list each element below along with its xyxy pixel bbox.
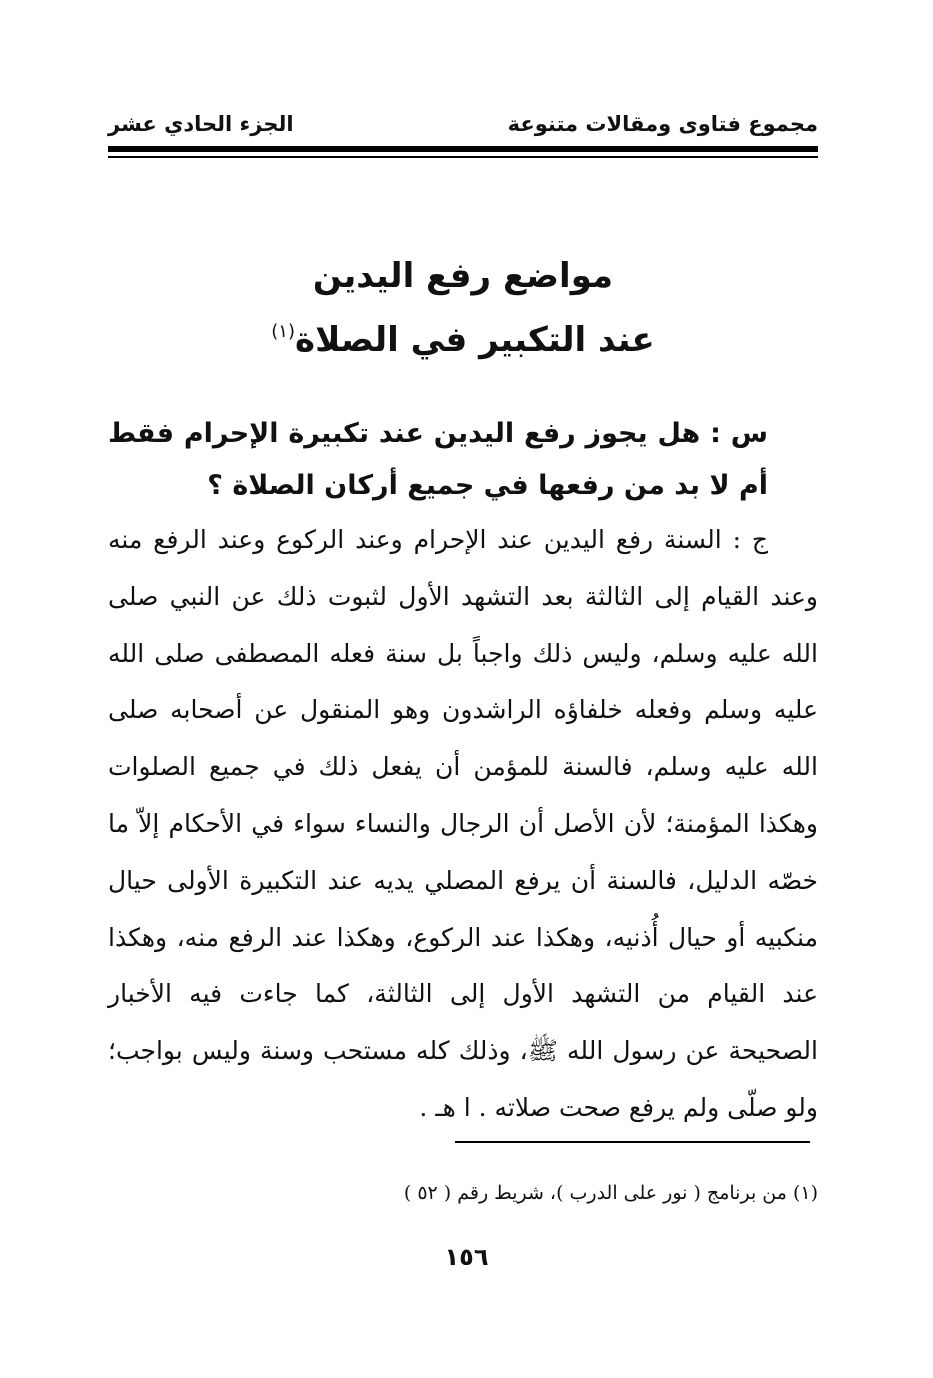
running-header (108, 112, 818, 136)
volume-label: الجزء الحادي عشر (108, 112, 294, 136)
header-rule-thick (108, 146, 818, 152)
question-text: س : هل يجوز رفع اليدين عند تكبيرة الإحرام فقط أم لا بد من رفعها في جميع أركان الصلاة ؟ (108, 418, 768, 501)
footnote-separator (455, 1141, 810, 1143)
footnote: (١) من برنامج ( نور على الدرب )، شريط رقم ( ٥٢ ) (403, 1182, 818, 1204)
page-number: ١٥٦ (444, 1243, 489, 1271)
article-title (108, 248, 818, 368)
title-line-2 (108, 304, 818, 368)
footnote-reference: (١) (271, 321, 295, 342)
book-title: مجموع فتاوى ومقالات متنوعة (507, 112, 818, 136)
answer-text: ج : السنة رفع اليدين عند الإحرام وعند الركوع وعند الرفع منه وعند القيام إلى الثالثة بعد التشهد الأول لثبوت ذلك عن النبي صلى الله عليه وسلم، وليس ذلك واجباً بل سنة فعله المصطفى صلى الله عليه وسلم وفعله خلفاؤه الراشدون وهو المنقول عن أصحابه صلى الله عليه وسلم، فالسنة للمؤمن أن يفعل ذلك في جميع الصلوات وهكذا المؤمنة؛ لأن الأصل أن الرجال والنساء سواء في الأحكام إلاّ ما خصّه الدليل، فالسنة أن يرفع المصلي يديه عند التكبيرة الأولى حيال منكبيه أو حيال أُذنيه، وهكذا عند الركوع، وهكذا عند الرفع منه، وهكذا عند القيام من التشهد الأول إلى الثالثة، كما جاءت فيه الأخبار الصحيحة عن رسول الله ﷺ، وذلك كله مستحب وسنة وليس بواجب؛ ولو صلّى ولم يرفع صحت صلاته . ا هـ . (108, 525, 818, 1122)
title-line-2-text: عند التكبير في الصلاة (295, 320, 655, 360)
title-line-1: مواضع رفع اليدين (312, 256, 614, 296)
header-rule-thin (108, 156, 818, 158)
